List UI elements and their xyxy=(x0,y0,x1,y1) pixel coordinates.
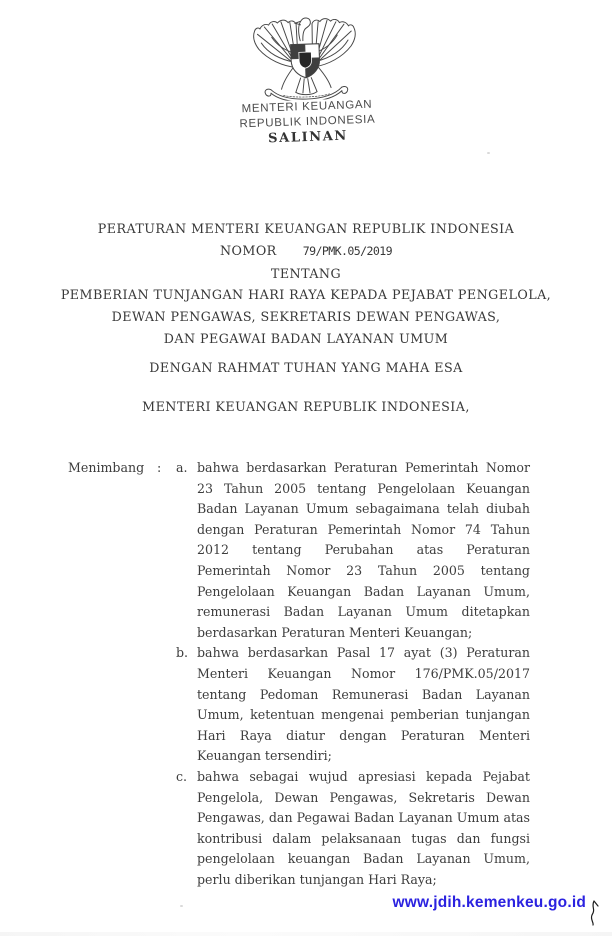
ministry-name-line1: MENTERI KEUANGAN xyxy=(241,98,373,116)
jdih-watermark-link[interactable]: www.jdih.kemenkeu.go.id xyxy=(392,894,586,911)
garuda-pancasila-emblem-icon xyxy=(242,12,369,102)
ministry-name-line2: REPUBLIK INDONESIA xyxy=(239,113,376,131)
title-block xyxy=(0,218,612,350)
regulation-title-line: PERATURAN MENTERI KEUANGAN REPUBLIK INDONESIA xyxy=(97,221,515,236)
item-text: bahwa berdasarkan Peraturan Pemerintah Nomor 23 Tahun 2005 tentang Pengelolaan Keuangan Badan Layanan Umum sebagaimana telah diubah dengan Peraturan Pemerintah Nomor 74 Tahun 2012 tentang Perubahan atas Peraturan Pemerintah Nomor 23 Tahun 2005 tentang Pengelolaan Keuangan Badan Layanan Umum, remunerasi Badan Layanan Umum ditetapkan berdasarkan Peraturan Menteri Keuangan; xyxy=(197,460,530,640)
jdih-watermark xyxy=(393,894,600,930)
tentang-label: TENTANG xyxy=(270,265,342,281)
considerations-label: Menimbang xyxy=(68,460,145,475)
item-text: bahwa sebagai wujud apresiasi kepada Pejabat Pengelola, Dewan Pengawas, Sekretaris Dewan Pengawas, dan Pegawai Badan Layanan Umum atas kontribusi dalam pelaksanaan tugas dan fungsi pengelolaan keuangan Badan Layanan Umum, perlu diberikan tunjangan Hari Raya; xyxy=(197,768,530,887)
considerations-items xyxy=(176,458,530,890)
nomor-value: 79/PMK.05/2019 xyxy=(302,243,393,258)
invocation-line: DENGAN RAHMAT TUHAN YANG MAHA ESA xyxy=(149,360,463,375)
considerations-separator: : xyxy=(157,460,162,475)
nomor-label: NOMOR xyxy=(219,242,277,258)
consideration-item-b xyxy=(176,643,530,767)
item-marker: c. xyxy=(176,768,188,784)
copy-label: SALINAN xyxy=(267,128,349,147)
scan-edge-artifact xyxy=(0,932,612,936)
subject-line-3: DAN PEGAWAI BADAN LAYANAN UMUM xyxy=(163,330,449,346)
consideration-item-c xyxy=(176,767,530,891)
item-text: bahwa berdasarkan Pasal 17 ayat (3) Peraturan Menteri Keuangan Nomor 176/PMK.05/2017 tentang Pedoman Remunerasi Badan Layanan Umum, ketentuan mengenai pemberian tunjangan Hari Raya diatur dengan Peraturan Menteri Keuangan tersendiri; xyxy=(197,645,530,764)
subject-line-1: PEMBERIAN TUNJANGAN HARI RAYA KEPADA PEJABAT PENGELOLA, xyxy=(60,287,552,303)
consideration-item-a xyxy=(176,458,530,643)
pen-mark-icon xyxy=(588,900,599,930)
letterhead xyxy=(0,3,612,155)
authority-line: MENTERI KEUANGAN REPUBLIK INDONESIA, xyxy=(142,399,470,414)
scan-speck xyxy=(487,152,490,154)
subject-line-2: DEWAN PENGAWAS, SEKRETARIS DEWAN PENGAWAS, xyxy=(111,309,501,325)
regulation-number-line xyxy=(0,240,612,263)
item-marker: b. xyxy=(176,645,189,661)
considerations-section xyxy=(68,458,530,890)
item-marker: a. xyxy=(176,460,188,475)
scan-speck xyxy=(180,905,183,907)
